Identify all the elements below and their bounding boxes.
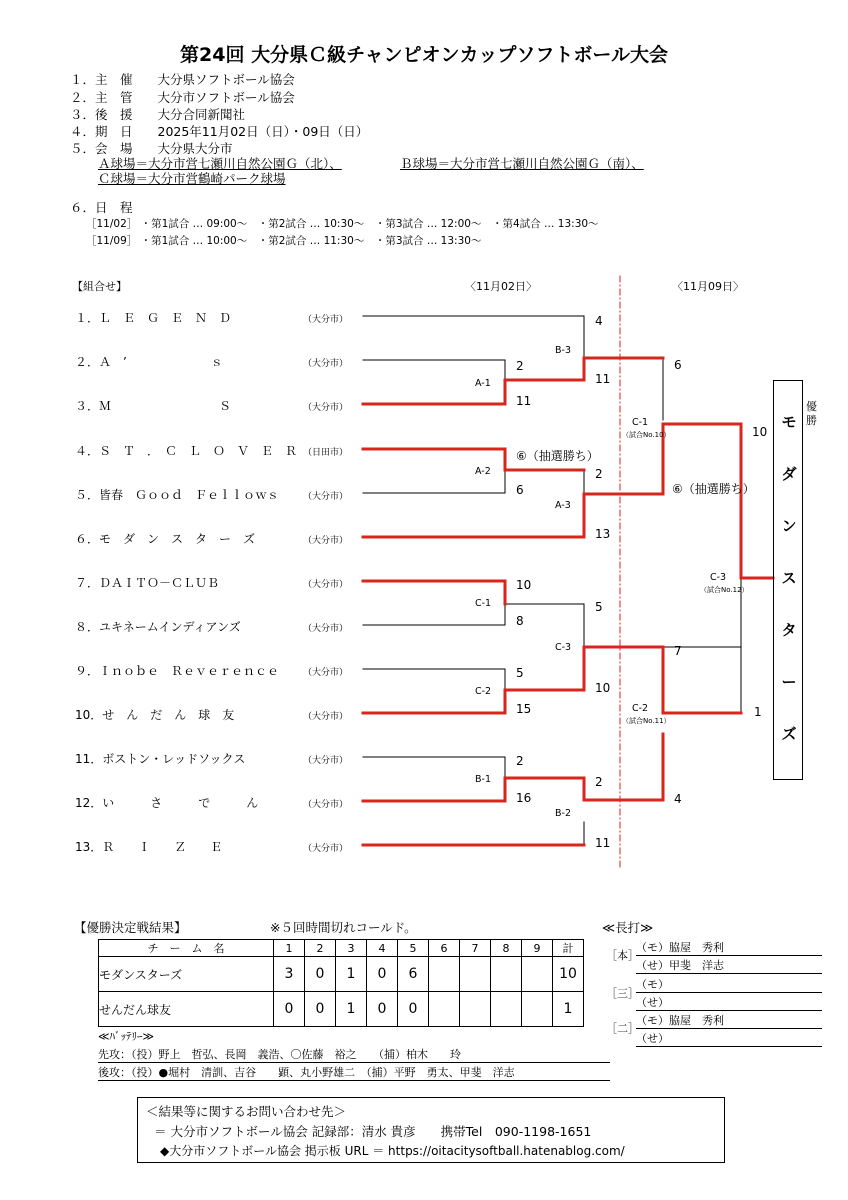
- team-6: ６．モ ダ ン ス タ ー ズ: [75, 532, 256, 546]
- team-2-city: （大分市）: [303, 359, 349, 369]
- inning-score: 6: [398, 957, 429, 992]
- header-inning: 7: [460, 940, 491, 957]
- game-c3-sub: （試合No.12）: [700, 586, 749, 594]
- game-b1-label: B-1: [475, 774, 491, 785]
- score-c1-top: 6: [674, 358, 682, 372]
- double-tag: ［二］: [606, 1022, 639, 1035]
- team-4-city: （日田市）: [303, 448, 349, 458]
- info-sponsor: ３．後 援 大分合同新聞社: [70, 107, 246, 122]
- header-inning: 9: [522, 940, 553, 957]
- inning-score: [491, 957, 522, 992]
- champion-char: ダ: [781, 465, 797, 483]
- home-run-1: （モ）脇屋 秀利: [636, 939, 822, 956]
- scoreboard-table: [98, 939, 584, 1027]
- score-c1r1-top: 10: [516, 578, 532, 592]
- info-organizer: １．主 催 大分県ソフトボール協会: [70, 72, 295, 87]
- team-9: ９．Ｉｎｏｂｅ Ｒｅｖｅｒｅｎｃｅ: [75, 664, 280, 678]
- day2-label: 〈11月09日〉: [672, 280, 744, 293]
- schedule-day1: ［11/02］ ・第1試合 … 09:00～ ・第2試合 … 10:30～ ・第3試合 … 12:00～ ・第4試合 … 13:30～: [86, 218, 599, 230]
- game-a3-label: A-3: [555, 500, 571, 511]
- game-b2-label: B-2: [555, 808, 571, 819]
- team-12: 12．い さ で ん: [75, 796, 259, 810]
- score-b2-top: 2: [595, 775, 603, 789]
- inning-score: 1: [336, 992, 367, 1027]
- contact-heading: ＜結果等に関するお問い合わせ先＞: [146, 1104, 347, 1119]
- header-inning: 1: [274, 940, 305, 957]
- header-inning: 3: [336, 940, 367, 957]
- scoreboard-header: [99, 940, 584, 957]
- champion-char: ズ: [781, 725, 797, 743]
- team-1: １．Ｌ Ｅ Ｇ Ｅ Ｎ Ｄ: [75, 311, 232, 325]
- venue-b: Ｂ球場＝大分市営七瀬川自然公園Ｇ（南）、: [400, 156, 644, 171]
- total-score: 10: [553, 957, 584, 992]
- schedule-day2: ［11/09］ ・第1試合 … 10:00～ ・第2試合 … 11:30～ ・第3試合 … 13:30～: [86, 235, 482, 247]
- header-inning: 4: [367, 940, 398, 957]
- inning-score: 0: [367, 957, 398, 992]
- inning-score: [460, 957, 491, 992]
- champion-char: モ: [781, 413, 797, 431]
- team-13: 13．Ｒ Ｉ Ｚ Ｅ: [75, 840, 223, 854]
- score-a2-bottom: 6: [516, 483, 524, 497]
- team-11: 11．ボストン・レッドソックス: [75, 752, 246, 766]
- score-b1-bottom: 16: [516, 791, 532, 805]
- game-c2-label: C-2: [632, 703, 649, 714]
- score-a3-bottom: 13: [595, 527, 611, 541]
- champion-char: ン: [781, 517, 797, 535]
- info-venue: ５．会 場 大分県大分市: [70, 141, 233, 156]
- batteries-second: 後攻：（投）●堀村 清訓、吉谷 顕、丸小野雄二 （捕）平野 勇太、甲斐 洋志: [98, 1064, 610, 1081]
- champion-char: ス: [781, 569, 797, 587]
- team-10: 10．せ ん だ ん 球 友: [75, 708, 235, 722]
- inning-score: 0: [274, 992, 305, 1027]
- score-b1-top: 2: [516, 754, 524, 768]
- header-team: チ ー ム 名: [99, 940, 274, 957]
- game-c3-label: C-3: [710, 572, 727, 583]
- page-title: 第24回 大分県Ｃ級チャンピオンカップソフトボール大会: [180, 44, 668, 66]
- champion-box: [773, 380, 803, 780]
- score-c1-bottom: ⑥（抽選勝ち）: [672, 482, 755, 496]
- inning-score: 0: [367, 992, 398, 1027]
- score-c3-bottom: 1: [754, 705, 762, 719]
- score-a3-top: 2: [595, 467, 603, 481]
- score-c3r1-bottom: 10: [595, 681, 611, 695]
- team-13-city: （大分市）: [303, 844, 349, 854]
- game-a2-label: A-2: [475, 466, 491, 477]
- score-a2-top: ⑥（抽選勝ち）: [516, 449, 599, 463]
- scoreboard-row: [99, 957, 584, 992]
- score-c2r1-top: 5: [516, 666, 524, 680]
- team-5: ５．皆春 Ｇｏｏｄ Ｆｅｌｌｏｗｓ: [75, 488, 280, 502]
- header-inning: 8: [491, 940, 522, 957]
- team-1-city: （大分市）: [303, 315, 349, 325]
- team-7-city: （大分市）: [303, 580, 349, 590]
- header-inning: 5: [398, 940, 429, 957]
- champion-label: 優勝: [806, 400, 817, 427]
- team-9-city: （大分市）: [303, 668, 349, 678]
- team-8: ８．ユキネームインディアンズ: [75, 620, 241, 634]
- inning-score: [429, 992, 460, 1027]
- team-6-city: （大分市）: [303, 536, 349, 546]
- score-c2-bottom: 4: [674, 792, 682, 806]
- game-c1-sub: （試合No.10）: [622, 431, 671, 439]
- home-run-2: （せ）甲斐 洋志: [636, 957, 822, 974]
- inning-score: 0: [305, 992, 336, 1027]
- inning-score: 1: [336, 957, 367, 992]
- contact-phone: ＝ 大分市ソフトボール協会 記録部：清水 貴彦 携帯Tel 090-1198-1651: [154, 1124, 592, 1139]
- score-b2-bottom: 11: [595, 836, 611, 850]
- game-c1-round1-label: C-1: [475, 598, 492, 609]
- team-3-city: （大分市）: [303, 403, 349, 413]
- batteries-first: 先攻：（投）野上 哲弘、長岡 義浩、〇佐藤 裕之 （捕）柏木 玲: [98, 1046, 610, 1063]
- team-2: ２．Ａ ’ ｓ: [75, 355, 223, 369]
- score-c3r1-top: 5: [595, 600, 603, 614]
- info-dates: ４．期 日 2025年11月02日（日）・09日（日）: [70, 124, 369, 139]
- row-team: せんだん球友: [99, 992, 274, 1027]
- bracket-heading: 【組合せ】: [72, 280, 127, 293]
- team-11-city: （大分市）: [303, 756, 349, 766]
- row-team: モダンスターズ: [99, 957, 274, 992]
- game-c1-label: C-1: [632, 417, 649, 428]
- schedule-heading: ６．日 程: [70, 200, 133, 215]
- triple-2: （せ）: [636, 994, 822, 1011]
- inning-score: [460, 992, 491, 1027]
- game-b3-label: B-3: [555, 345, 571, 356]
- score-c2-top: 7: [674, 644, 682, 658]
- score-a1-top: 2: [516, 359, 524, 373]
- team-7: ７．ＤＡＩＴＯ－ＣＬＵＢ: [75, 576, 220, 590]
- game-c2-sub: （試合No.11）: [622, 717, 671, 725]
- scoreboard-row: [99, 992, 584, 1027]
- final-note: ※５回時間切れコールド。: [270, 920, 417, 935]
- score-a1-bottom: 11: [516, 394, 532, 408]
- team-5-city: （大分市）: [303, 492, 349, 502]
- game-c3-round1-label: C-3: [555, 642, 572, 653]
- score-b3-bottom: 11: [595, 372, 611, 386]
- inning-score: [522, 957, 553, 992]
- final-heading: 【優勝決定戦結果】: [74, 920, 187, 935]
- team-8-city: （大分市）: [303, 624, 349, 634]
- game-a1-label: A-1: [475, 378, 491, 389]
- score-c2r1-bottom: 15: [516, 702, 532, 716]
- team-4: ４．Ｓ Ｔ ． Ｃ Ｌ Ｏ Ｖ Ｅ Ｒ: [75, 444, 298, 458]
- header-inning: 2: [305, 940, 336, 957]
- header-inning: 6: [429, 940, 460, 957]
- score-c1r1-bottom: 8: [516, 614, 524, 628]
- triple-tag: ［三］: [606, 987, 639, 1000]
- double-2: （せ）: [636, 1030, 822, 1047]
- batteries-heading: ≪ﾊﾞｯﾃﾘｰ≫: [98, 1030, 155, 1043]
- champion-char: タ: [781, 621, 797, 639]
- team-10-city: （大分市）: [303, 712, 349, 722]
- header-total: 計: [553, 940, 584, 957]
- long-hits-heading: ≪長打≫: [602, 920, 654, 935]
- inning-score: [522, 992, 553, 1027]
- score-c3-top: 10: [752, 425, 768, 439]
- inning-score: 3: [274, 957, 305, 992]
- contact-url[interactable]: ◆大分市ソフトボール協会 掲示板 URL ＝ https://oitacitysoftball.hatenablog.com/: [160, 1144, 625, 1158]
- team-3: ３．Ｍ Ｓ: [75, 399, 232, 413]
- double-1: （モ）脇屋 秀利: [636, 1012, 822, 1029]
- score-b3-top: 4: [595, 314, 603, 328]
- inning-score: 0: [398, 992, 429, 1027]
- contact-box: [137, 1097, 725, 1163]
- venue-a: Ａ球場＝大分市営七瀬川自然公園Ｇ（北）、: [98, 156, 342, 171]
- triple-1: （モ）: [636, 976, 822, 993]
- day1-label: 〈11月02日〉: [465, 280, 537, 293]
- team-12-city: （大分市）: [303, 800, 349, 810]
- champion-char: ー: [781, 673, 797, 691]
- info-manager: ２．主 管 大分市ソフトボール協会: [70, 90, 295, 105]
- venue-c: Ｃ球場＝大分市営鶴崎パーク球場: [98, 171, 286, 186]
- inning-score: 0: [305, 957, 336, 992]
- inning-score: [491, 992, 522, 1027]
- game-c2-round1-label: C-2: [475, 686, 492, 697]
- total-score: 1: [553, 992, 584, 1027]
- inning-score: [429, 957, 460, 992]
- home-run-tag: ［本］: [606, 949, 639, 962]
